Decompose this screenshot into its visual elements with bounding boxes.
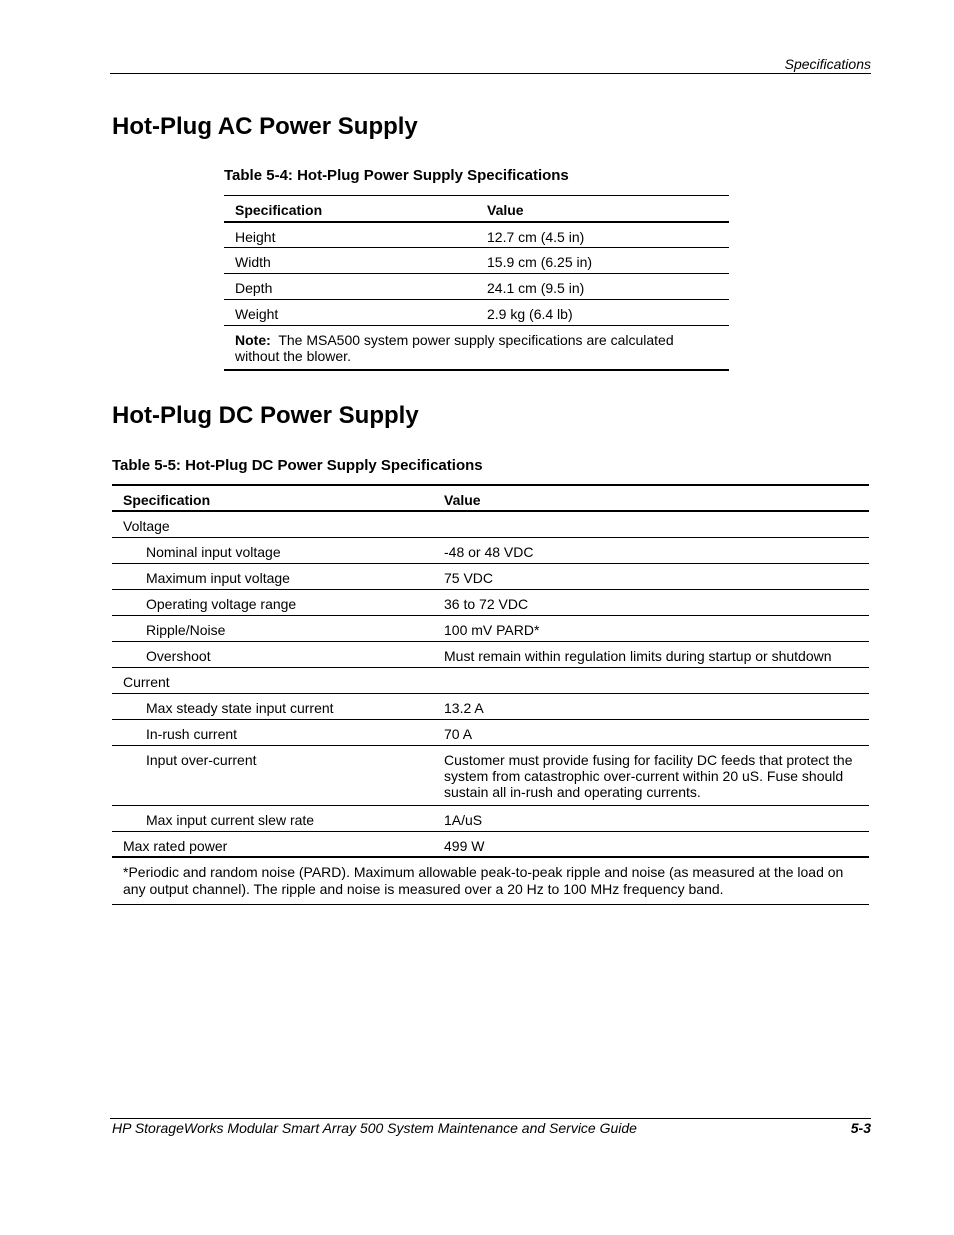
- value-cell: 36 to 72 VDC: [444, 595, 529, 612]
- table-row: [112, 745, 869, 805]
- table-caption-dc: Table 5-5: Hot-Plug DC Power Supply Specifications: [112, 457, 483, 474]
- value-cell: Customer must provide fusing for facility DC feeds that protect the system from catastrophic over-current within 20 uS. Fuse should sustain all in-rush and operating currents.: [444, 751, 853, 800]
- value-cell: 1A/uS: [444, 811, 483, 828]
- spec-group-cell: Voltage: [123, 518, 170, 534]
- value-cell: -48 or 48 VDC: [444, 543, 534, 560]
- value-cell: [433, 667, 869, 693]
- spec-cell: Maximum input voltage: [146, 569, 290, 586]
- table-row: [112, 641, 869, 667]
- running-header: Specifications: [784, 56, 871, 72]
- value-cell: 2.9 kg (6.4 lb): [487, 306, 573, 322]
- spec-cell: Width: [235, 254, 271, 270]
- value-cell: 24.1 cm (9.5 in): [487, 280, 585, 296]
- table-row: [112, 667, 869, 693]
- spec-cell: In-rush current: [146, 725, 238, 742]
- table-header-row: [224, 196, 729, 222]
- table-row: [112, 537, 869, 563]
- table-footnote-row: [112, 857, 869, 905]
- dc-spec-table: [112, 484, 869, 905]
- page-number: 5-3: [850, 1120, 871, 1136]
- ac-spec-table: [224, 195, 729, 371]
- spec-cell: Max input current slew rate: [146, 811, 315, 828]
- spec-cell: Overshoot: [146, 647, 211, 664]
- table-row: [112, 563, 869, 589]
- table-row: [224, 274, 729, 300]
- value-cell: 70 A: [444, 725, 473, 742]
- value-cell: 100 mV PARD*: [444, 621, 540, 638]
- value-cell: 75 VDC: [444, 569, 494, 586]
- spec-cell: Height: [235, 228, 276, 245]
- table-note: [224, 326, 729, 371]
- column-header-value: Value: [487, 202, 524, 218]
- value-cell: 15.9 cm (6.25 in): [487, 254, 593, 270]
- value-cell: 12.7 cm (4.5 in): [487, 228, 585, 245]
- table-row: [112, 511, 869, 537]
- table-caption-ac: Table 5-4: Hot-Plug Power Supply Specifications: [224, 167, 569, 184]
- table-row: [224, 222, 729, 248]
- column-header-specification: Specification: [235, 202, 323, 218]
- spec-cell: Weight: [235, 306, 279, 322]
- table-row: [112, 589, 869, 615]
- spec-cell: Ripple/Noise: [146, 621, 226, 638]
- value-cell: 13.2 A: [444, 699, 484, 716]
- table-header-row: [112, 485, 869, 511]
- column-header-value: Value: [444, 492, 481, 508]
- spec-cell: Max steady state input current: [146, 699, 334, 716]
- spec-cell: Operating voltage range: [146, 595, 297, 612]
- table-note-row: [224, 326, 729, 371]
- table-row: [112, 615, 869, 641]
- table-row: [224, 248, 729, 274]
- table-row: [112, 831, 869, 857]
- table-row: [112, 719, 869, 745]
- footer-rule: [110, 1118, 871, 1119]
- value-cell: Must remain within regulation limits during startup or shutdown: [444, 647, 832, 664]
- note-label: Note:: [235, 332, 271, 348]
- table-row: [112, 693, 869, 719]
- table-row: [112, 805, 869, 831]
- note-text: The MSA500 system power supply specifications are calculated without the blower.: [235, 332, 674, 364]
- heading-dc-power-supply: Hot-Plug DC Power Supply: [112, 402, 419, 429]
- table-footnote: *Periodic and random noise (PARD). Maximum allowable peak-to-peak ripple and noise (as measured at the load on any output channel). The ripple and noise is measured over a 20 Hz to 100 MHz frequency band.: [123, 864, 844, 897]
- spec-group-cell: Current: [123, 673, 170, 690]
- spec-cell: Nominal input voltage: [146, 543, 281, 560]
- spec-cell: Input over-current: [146, 751, 257, 768]
- spec-cell: Depth: [235, 280, 273, 296]
- header-rule: [110, 73, 871, 74]
- table-row: [224, 300, 729, 326]
- heading-ac-power-supply: Hot-Plug AC Power Supply: [112, 113, 418, 140]
- value-cell: 499 W: [444, 837, 485, 854]
- column-header-specification: Specification: [123, 492, 211, 508]
- spec-group-cell: Max rated power: [123, 837, 228, 854]
- value-cell: [433, 511, 869, 537]
- footer-doc-title: HP StorageWorks Modular Smart Array 500 System Maintenance and Service Guide: [112, 1120, 637, 1136]
